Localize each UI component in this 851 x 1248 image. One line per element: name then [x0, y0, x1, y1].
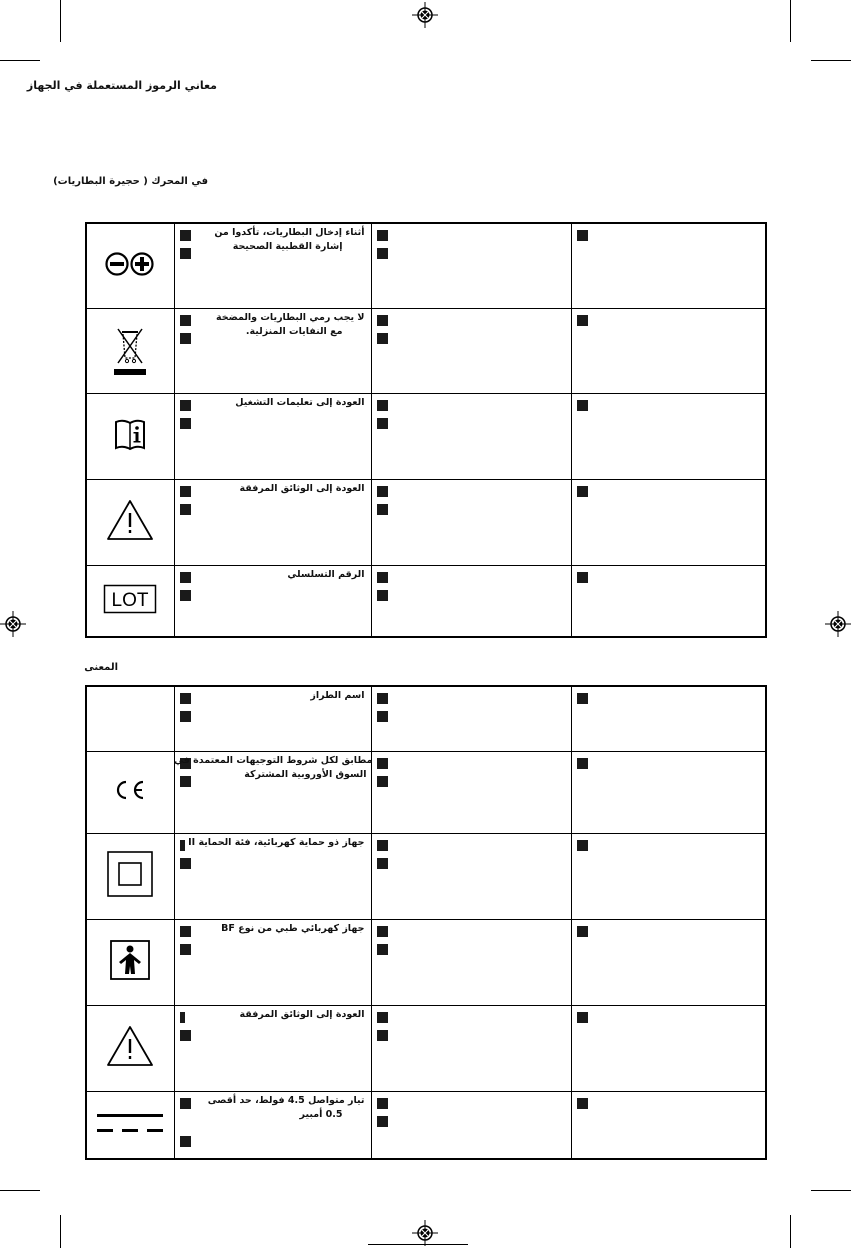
text-cell — [571, 479, 766, 565]
text-cell-arabic — [174, 223, 371, 308]
language-marker — [180, 572, 191, 583]
language-marker — [180, 1136, 191, 1147]
language-marker — [577, 926, 588, 937]
language-marker — [180, 333, 191, 344]
warning-triangle-icon — [106, 499, 154, 541]
symbol-cell — [86, 833, 174, 919]
language-marker — [377, 230, 388, 241]
text-cell — [571, 393, 766, 479]
text-cell — [571, 919, 766, 1005]
text-cell — [371, 1091, 571, 1159]
language-marker — [180, 1030, 191, 1041]
text-cell-arabic — [174, 308, 371, 393]
row-text-line: جهاز كهربائي طبي من نوع BF — [221, 922, 365, 934]
page-title: معاني الرموز المستعملة في الجهاز — [26, 79, 217, 92]
crop-mark — [811, 1190, 851, 1191]
warning-triangle-icon — [106, 1025, 154, 1067]
table-row — [86, 751, 766, 833]
registration-mark-icon — [0, 611, 26, 637]
language-marker — [180, 590, 191, 601]
language-marker — [377, 711, 388, 722]
table-row — [86, 308, 766, 393]
symbol-cell — [86, 223, 174, 308]
text-cell — [371, 919, 571, 1005]
language-marker — [180, 418, 191, 429]
row-text-line: اسم الطراز — [310, 690, 365, 701]
text-cell — [571, 833, 766, 919]
table-row — [86, 479, 766, 565]
symbol-cell — [86, 479, 174, 565]
language-marker — [180, 693, 191, 704]
table-row — [86, 919, 766, 1005]
language-marker — [377, 590, 388, 601]
language-marker — [180, 711, 191, 722]
symbol-cell — [86, 919, 174, 1005]
language-marker — [377, 504, 388, 515]
text-cell-arabic — [174, 919, 371, 1005]
language-marker — [180, 944, 191, 955]
symbol-cell — [86, 751, 174, 833]
symbol-cell — [86, 1005, 174, 1091]
table-row — [86, 1091, 766, 1159]
text-cell — [571, 223, 766, 308]
language-marker — [377, 1030, 388, 1041]
text-cell — [371, 223, 571, 308]
text-cell — [571, 1091, 766, 1159]
language-marker — [577, 400, 588, 411]
language-marker — [577, 693, 588, 704]
section-heading-meaning: المعنى — [84, 662, 118, 673]
language-marker — [180, 858, 191, 869]
symbol-cell — [86, 393, 174, 479]
registration-mark-icon — [412, 1220, 438, 1246]
row-text-line: لا يجب رمي البطاريات والمضخة — [216, 311, 365, 323]
direct-current-icon — [95, 1111, 165, 1135]
text-cell-arabic — [174, 479, 371, 565]
language-marker — [377, 776, 388, 787]
crop-mark — [60, 0, 61, 42]
crop-mark — [811, 60, 851, 61]
language-marker — [377, 248, 388, 259]
lot-number-icon — [103, 584, 157, 614]
text-cell — [571, 565, 766, 637]
symbol-cell — [86, 565, 174, 637]
table-row — [86, 393, 766, 479]
row-text-line: تيار متواصل 4.5 فولط، حد أقصى — [207, 1094, 365, 1106]
symbols-table-device — [85, 685, 767, 1160]
text-cell — [371, 751, 571, 833]
polarity-minus-plus-icon — [105, 251, 155, 277]
row-text-line: مع النفايات المنزلية. — [245, 325, 343, 337]
language-marker — [577, 315, 588, 326]
row-text-line: العودة إلى تعليمات التشغيل — [235, 396, 365, 408]
text-cell-arabic — [174, 1091, 371, 1159]
language-marker — [577, 1098, 588, 1109]
text-cell-arabic — [174, 686, 371, 751]
text-cell — [371, 686, 571, 751]
language-marker — [377, 693, 388, 704]
ce-mark-icon — [113, 779, 147, 801]
table-row — [86, 833, 766, 919]
language-marker — [180, 776, 191, 787]
language-marker — [377, 1098, 388, 1109]
text-cell-arabic — [174, 751, 371, 833]
text-cell — [371, 1005, 571, 1091]
language-marker — [577, 572, 588, 583]
language-marker — [377, 400, 388, 411]
row-text-line: العودة إلى الوثائق المرفقة — [239, 1008, 365, 1020]
language-marker — [377, 572, 388, 583]
language-marker — [180, 400, 191, 411]
language-marker — [577, 230, 588, 241]
crop-mark — [0, 1190, 40, 1191]
language-marker — [180, 926, 191, 937]
language-marker — [180, 840, 185, 851]
row-text-line: 0.5 أمبير — [299, 1108, 343, 1120]
text-cell-arabic — [174, 393, 371, 479]
section-heading-battery: في المحرك ( حجيرة البطاريات) — [53, 176, 208, 187]
text-cell — [571, 308, 766, 393]
language-entry — [175, 224, 371, 252]
symbol-cell — [86, 308, 174, 393]
registration-mark-icon — [412, 2, 438, 28]
language-marker — [577, 758, 588, 769]
text-cell — [571, 751, 766, 833]
symbols-table-battery — [85, 222, 767, 638]
type-bf-person-icon — [110, 940, 150, 980]
language-marker — [577, 486, 588, 497]
text-cell — [571, 1005, 766, 1091]
language-marker — [180, 248, 191, 259]
language-marker — [377, 486, 388, 497]
crop-mark — [790, 0, 791, 42]
language-marker — [377, 758, 388, 769]
language-marker — [377, 858, 388, 869]
language-marker — [577, 840, 588, 851]
text-cell-arabic — [174, 1005, 371, 1091]
text-cell — [371, 833, 571, 919]
text-cell-arabic — [174, 565, 371, 637]
lot-label: LOT — [111, 589, 149, 611]
row-text-line: الرقم التسلسلي — [287, 568, 365, 580]
crossed-out-bin-icon — [110, 321, 150, 377]
language-marker — [377, 1012, 388, 1023]
language-marker — [180, 504, 191, 515]
language-marker — [180, 230, 191, 241]
language-marker — [377, 333, 388, 344]
crop-mark — [60, 1215, 61, 1248]
language-entry — [175, 242, 371, 260]
table-row — [86, 223, 766, 308]
language-marker — [377, 840, 388, 851]
row-text-line: أثناء إدخال البطاريات، تأكدوا من — [214, 227, 365, 238]
language-marker — [377, 315, 388, 326]
language-marker — [180, 315, 191, 326]
table-row — [86, 686, 766, 751]
row-text-line: السوق الأوروبية المشتركة — [244, 768, 367, 780]
language-marker — [180, 1012, 185, 1023]
language-marker — [377, 926, 388, 937]
text-cell — [371, 479, 571, 565]
symbol-cell — [86, 1091, 174, 1159]
row-text-line: إشارة القطبية الصحيحة — [232, 241, 343, 252]
crop-mark — [790, 1215, 791, 1248]
text-cell — [571, 686, 766, 751]
text-cell-arabic — [174, 833, 371, 919]
row-text-line: جهاز ذو حماية كهربائية، فئة الحماية II — [188, 836, 365, 848]
language-marker — [377, 1116, 388, 1127]
text-cell — [371, 393, 571, 479]
registration-mark-icon — [825, 611, 851, 637]
language-marker — [180, 1098, 191, 1109]
class-ii-double-square-icon — [107, 851, 153, 897]
table-row — [86, 565, 766, 637]
table-row — [86, 1005, 766, 1091]
text-cell — [371, 308, 571, 393]
language-marker — [377, 418, 388, 429]
symbol-cell — [86, 686, 174, 751]
language-marker — [180, 486, 191, 497]
language-marker — [377, 944, 388, 955]
crop-mark — [0, 60, 40, 61]
row-text-line: مطابق لكل شروط التوجيهات المعتمدة في — [174, 754, 373, 766]
instruction-book-icon — [113, 417, 147, 451]
row-text-line: العودة إلى الوثائق المرفقة — [239, 482, 365, 494]
text-cell — [371, 565, 571, 637]
language-marker — [577, 1012, 588, 1023]
